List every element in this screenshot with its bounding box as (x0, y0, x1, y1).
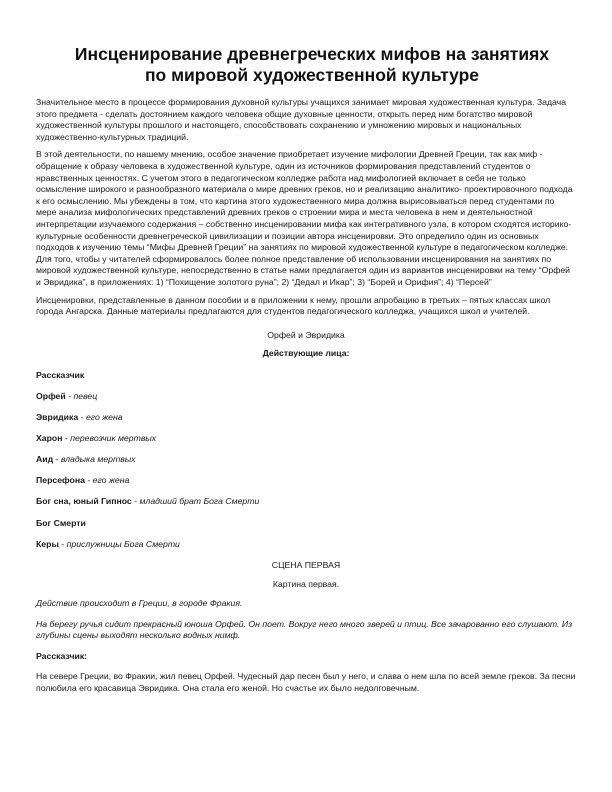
cast-desc: перевозчик мертвых (70, 433, 157, 444)
cast-desc: прислужницы Бога Смерти (66, 538, 180, 549)
cast-dash: - (53, 454, 61, 465)
cast-name: Бог Смерти (36, 517, 86, 528)
title-line-2: по мировой художественной культуре (144, 65, 480, 85)
stage-direction-setting: Действие происходит в Греции, в городе Фракия. (36, 597, 243, 608)
cast-item (36, 391, 576, 403)
cast-name: Харон (36, 433, 63, 444)
cast-item (36, 412, 576, 424)
cast-name: Эвридика (36, 412, 79, 423)
cast-item (36, 475, 576, 487)
cast-desc: младший брат Бога Смерти (139, 496, 260, 507)
cast-desc: певец (73, 390, 98, 401)
stage-direction-scene: На берегу ручья сидит прекрасный юноша Орфей. Он поет. Вокруг него много зверей и птиц. Все зачарованно его слушают. Из глубины сцены выходят несколько водных нимф. (36, 618, 573, 641)
cast-name: Бог сна, юный Гипнос (36, 496, 132, 507)
cast-name: Аид (36, 454, 54, 465)
cast-name: Керы (36, 538, 59, 549)
cast-item (36, 496, 576, 508)
cast-item (36, 539, 576, 551)
cast-desc: его жена (85, 412, 123, 423)
cast-dash: - (65, 390, 74, 401)
cast-item (36, 518, 576, 530)
cast-dash: - (131, 496, 140, 507)
cast-list (36, 370, 576, 550)
play-title: Орфей и Эвридика (267, 329, 345, 340)
cast-desc: владыка мертвых (60, 454, 136, 465)
narration-text: На севере Греции, во Фракии, жил певец Орфей. Чудесный дар песен был у него, и слава о нем шла по всей земле греков. За песни полюбила его красавица Эвридика. Она стала его женой. Но счастье их было недолговечным. (36, 671, 576, 693)
cast-item (36, 433, 576, 445)
cast-dash: - (58, 538, 67, 549)
picture-heading: Картина первая. (272, 579, 340, 590)
cast-name: Персефона (36, 475, 85, 486)
title-line-1: Инсценирование древнегреческих мифов на занятиях (74, 44, 550, 64)
cast-name: Орфей (36, 390, 66, 401)
cast-dash: - (78, 412, 86, 423)
narrator-label: Рассказчик: (36, 650, 88, 661)
scene-heading: СЦЕНА ПЕРВАЯ (271, 559, 341, 570)
intro-paragraph-3: Инсценировки, представленные в данном пособии и в приложении к нему, прошли апробацию в третьих – пятых классах школ города Ангарска. Данные материалы предлагаются для студентов педагогического колледжа, учащихся школ и учителей. (36, 294, 551, 317)
document-title (36, 44, 576, 86)
cast-heading: Действующие лица: (262, 348, 350, 359)
cast-item (36, 370, 576, 382)
intro-paragraph-1: Значительное место в процессе формирования духовной культуры учащихся занимает мировая художественная культура. Задача этого предмета - сделать достоянием каждого человека общие духовные ценности, открыть перед ним богатство мировой художественной культуры прошлого и настоящего, способствовать сохранению и умножению мировых и национальных художественно-культурных традиций. (36, 97, 567, 142)
cast-item (36, 454, 576, 466)
intro-paragraph-2: В этой деятельности, по нашему мнению, особое значение приобретает изучение мифологии Древней Греции, так как миф - обращение к образу человека в художественной культуре, один из источников формирования представлений студентов о нравственных ценностях. С учетом этого в педагогическом колледже работа над мифологией включает в себя не только осмысление широкого и разнообразного материала о мире древних греков, но и реализацию аналитико- проектировочного подхода к его осмыслению. Мы убеждены в том, что картина этого художественного мира должна вырисовываться перед студентами по мере анализа мифологических представлений древних греков о строении мира и места человека в нем и деятельностной интерпретации изучаемого содержания – собственно инсценировании мифа как интегративного узла, в котором сходятся историко-культурные особенности древнегреческой цивилизации и позиции автора инсценировки. Это определило один из основных подходов к изучению темы “Мифы Древней Греции” на занятиях по мировой художественной культуре в педагогическом колледже. Для того, чтобы у читателей сформировалось более полное представление об использовании инсценирования на занятиях по мировой художественной культуре, непосредственно в статье нами предлагается один из вариантов инсценировки на тему “Орфей и Эвридика”, в приложениях: 1) “Похищение золотого руна”; 2) “Дедал и Икар”; 3) “Борей и Орифия”; 4) “Персей” (36, 149, 573, 287)
cast-dash: - (62, 433, 71, 444)
cast-name: Рассказчик (36, 369, 85, 380)
cast-dash: - (84, 475, 93, 486)
cast-desc: его жена (92, 475, 130, 486)
